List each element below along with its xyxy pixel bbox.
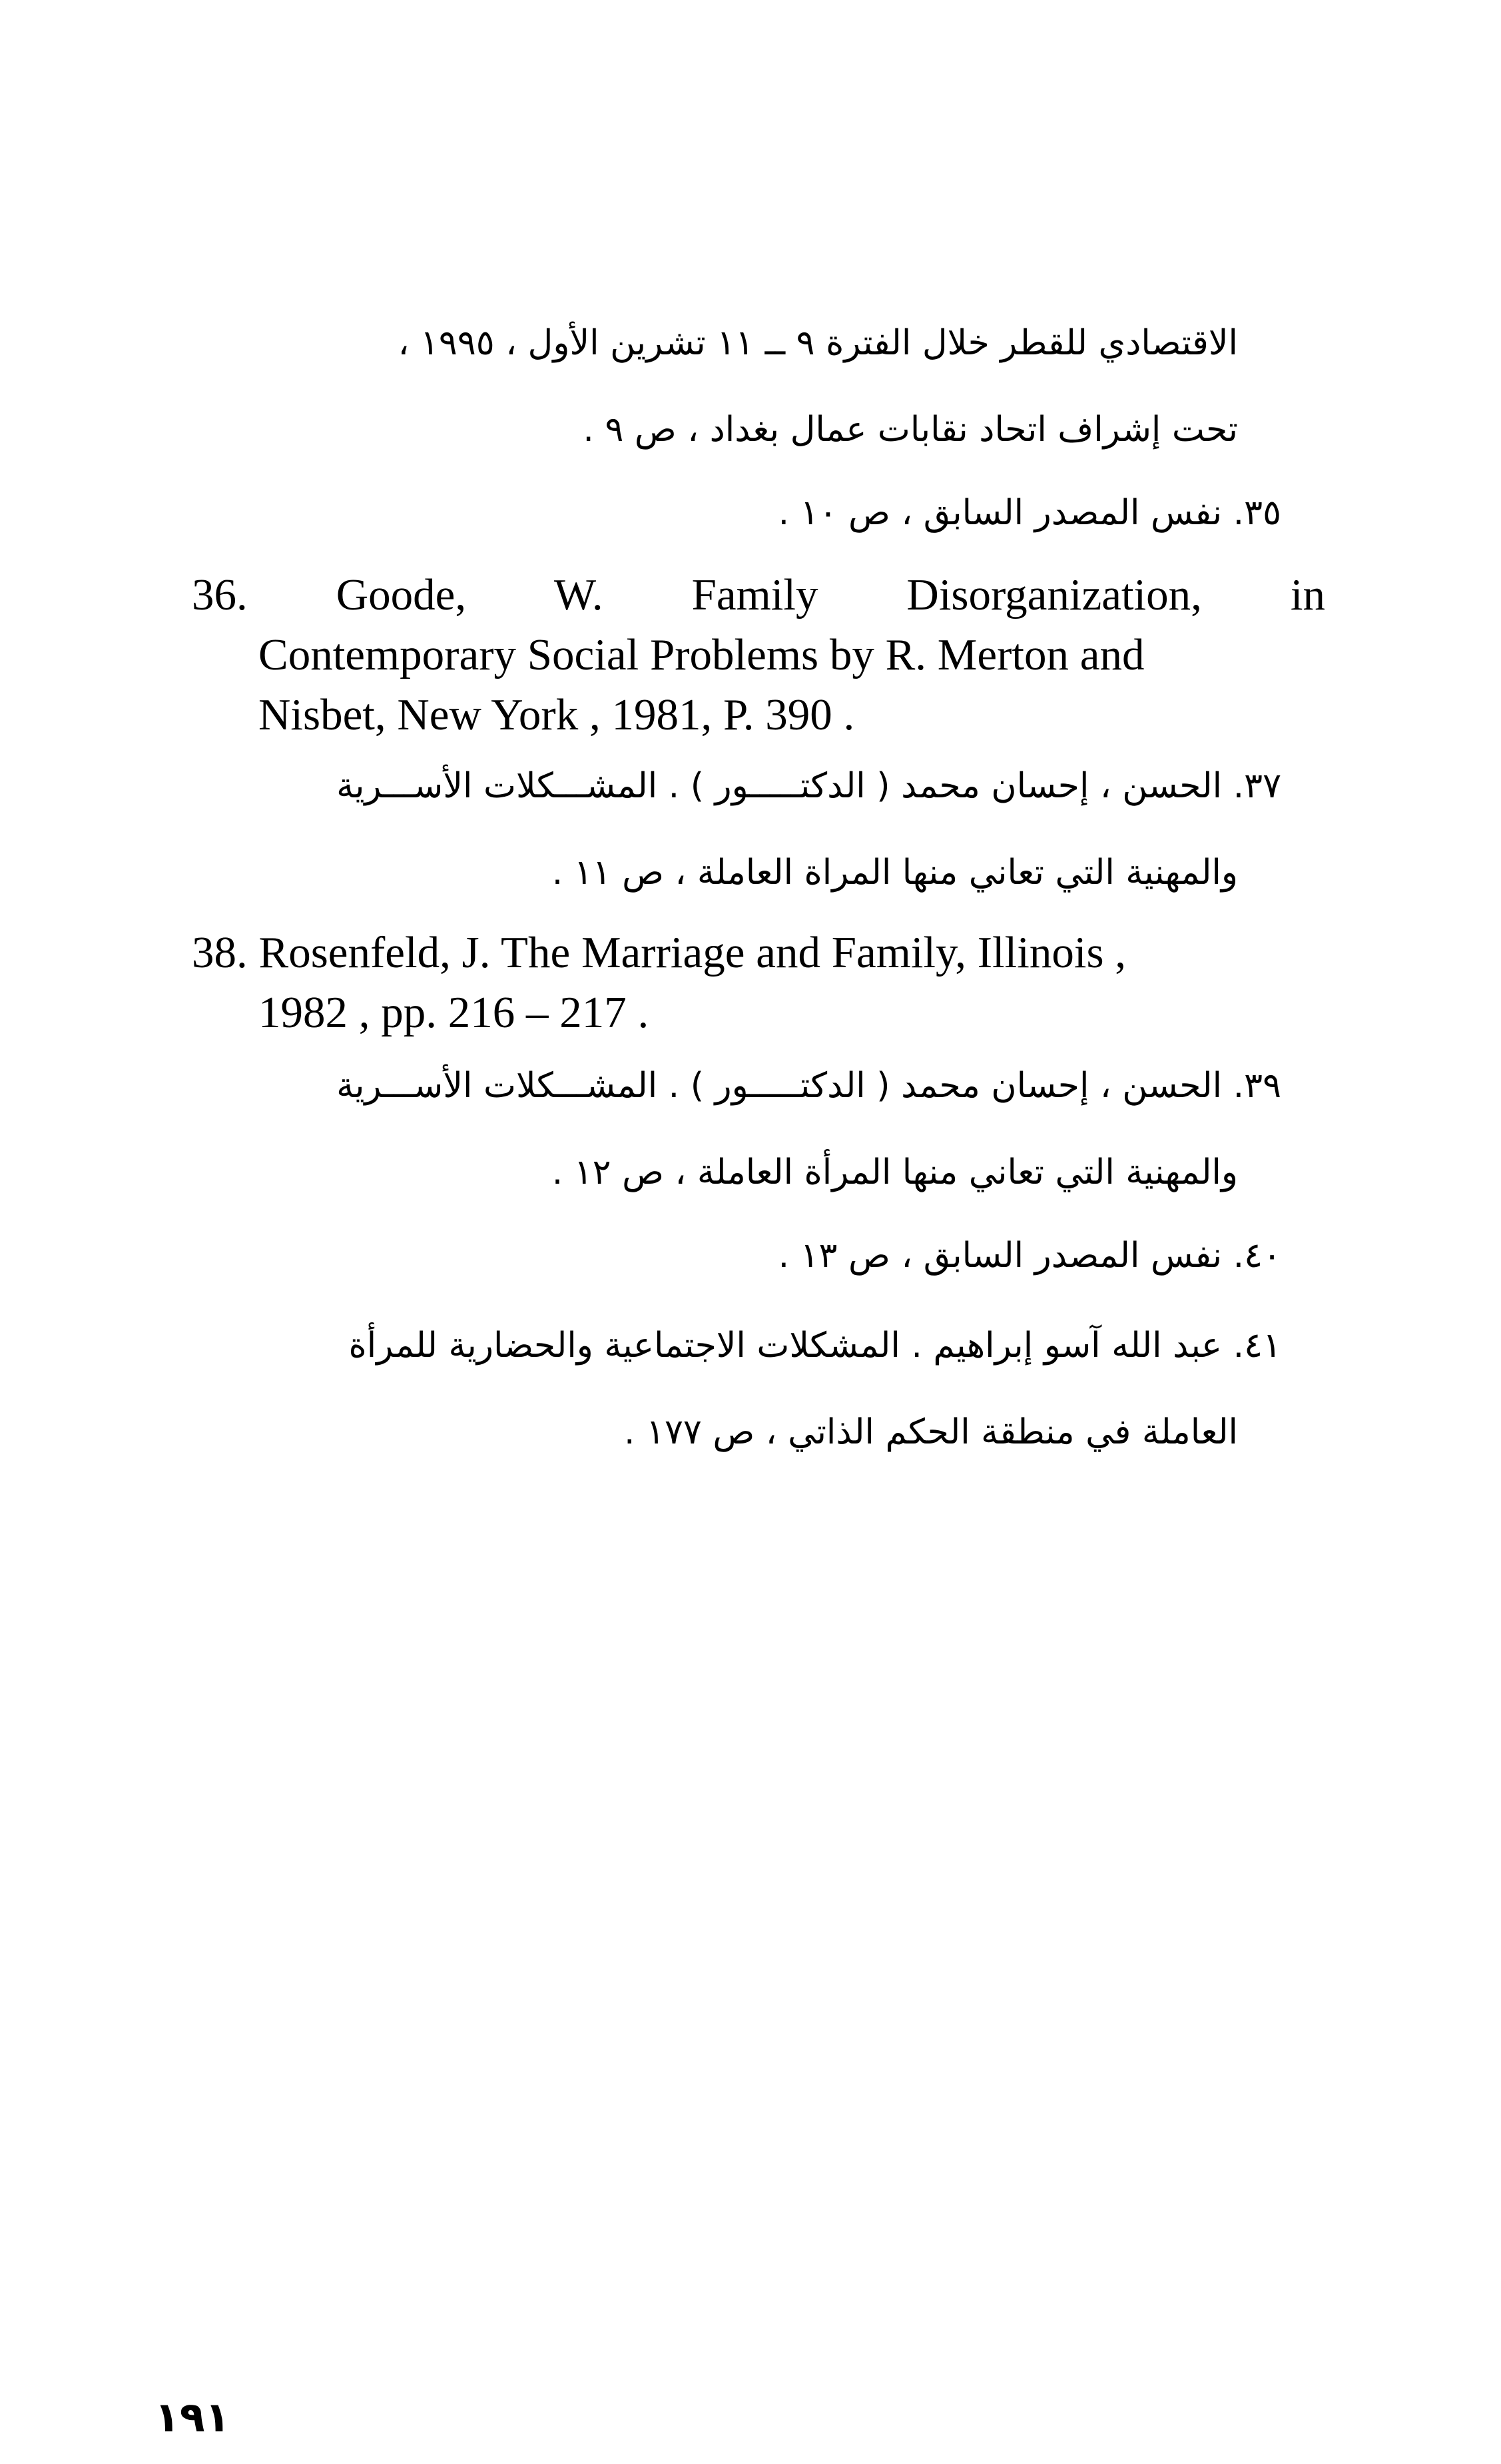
footnote-41-line-2: العاملة في منطقة الحكم الذاتي ، ص ١٧٧ .	[624, 1412, 1238, 1452]
footnote-36-line-1: 36. Goode, W. Family Disorganization, in	[192, 570, 1325, 619]
footnote-36-line-2: Contemporary Social Problems by R. Merton and	[258, 630, 1145, 679]
page-number: ١٩١	[154, 2393, 230, 2441]
footnote-37-line-1: ٣٧. الحسن ، إحسان محمد ( الدكتـــــور ) . المشـــكلات الأســـرية	[336, 766, 1281, 806]
footnote-40: ٤٠. نفس المصدر السابق ، ص ١٣ .	[778, 1236, 1281, 1276]
footnote-37-line-2: والمهنية التي تعاني منها المراة العاملة ، ص ١١ .	[551, 853, 1238, 893]
footnote-39-line-2: والمهنية التي تعاني منها المرأة العاملة ، ص ١٢ .	[551, 1152, 1238, 1192]
footnote-38-line-1: 38. Rosenfeld, J. The Marriage and Family, Illinois ,	[192, 928, 1127, 977]
footnote-continuation-line-2: تحت إشراف اتحاد نقابات عمال بغداد ، ص ٩ .	[583, 410, 1238, 450]
footnote-38-line-2: 1982 , pp. 216 – 217 .	[258, 988, 649, 1037]
footnote-41-line-1: ٤١. عبد الله آسو إبراهيم . المشكلات الاجتماعية والحضارية للمرأة	[348, 1326, 1281, 1366]
footnote-35: ٣٥. نفس المصدر السابق ، ص ١٠ .	[778, 493, 1281, 533]
footnote-36-line-3: Nisbet, New York , 1981, P. 390 .	[258, 690, 855, 739]
footnote-39-line-1: ٣٩. الحسن ، إحسان محمد ( الدكتـــــور ) . المشـــكلات الأســـرية	[336, 1066, 1281, 1106]
footnote-continuation-line-1: الاقتصادي للقطر خلال الفترة ٩ ــ ١١ تشرين الأول ، ١٩٩٥ ،	[398, 323, 1238, 363]
